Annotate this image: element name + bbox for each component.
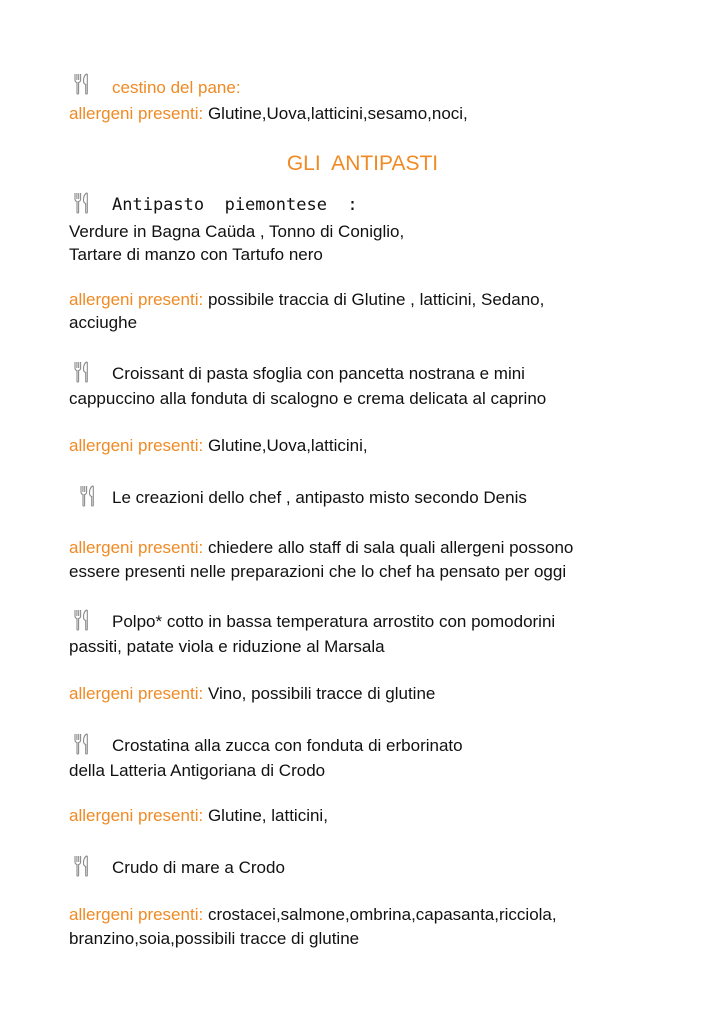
dish-allergens-line	[69, 684, 435, 704]
fork-knife-icon	[73, 73, 91, 95]
dish-allergens-line	[69, 436, 368, 456]
allergen-label: allergeni presenti:	[69, 684, 204, 703]
dish-name: Crudo di mare a Crodo	[112, 858, 285, 877]
allergen-list: Glutine,Uova,latticini,	[207, 436, 368, 455]
dish-name: Le creazioni dello chef , antipasto misto secondo Denis	[112, 488, 527, 507]
allergen-list-continued: acciughe	[69, 313, 138, 332]
dish-allergens-line	[69, 538, 573, 558]
allergen-label: allergeni presenti:	[69, 806, 204, 825]
fork-knife-icon	[73, 609, 91, 631]
dish-allergens-line	[69, 905, 557, 925]
dish-description: passiti, patate viola e riduzione al Marsala	[69, 637, 385, 656]
allergen-list: chiedere allo staff di sala quali allergeni possono	[207, 538, 574, 557]
allergen-label: allergeni presenti:	[69, 905, 204, 924]
dish-description: Tartare di manzo con Tartufo nero	[69, 245, 323, 264]
allergen-list: Vino, possibili tracce di glutine	[207, 684, 436, 703]
dish-name: Croissant di pasta sfoglia con pancetta nostrana e mini	[112, 364, 525, 383]
fork-knife-icon	[73, 192, 91, 214]
dish-description: Verdure in Bagna Caüda , Tonno di Coniglio,	[69, 222, 405, 241]
allergen-list-continued: branzino,soia,possibili tracce di glutine	[69, 929, 360, 948]
section-title: GLI ANTIPASTI	[286, 152, 439, 175]
allergen-list: Glutine,Uova,latticini,sesamo,noci,	[207, 104, 468, 123]
fork-knife-icon	[73, 361, 91, 383]
allergen-list-continued: essere presenti nelle preparazioni che lo chef ha pensato per oggi	[69, 562, 567, 581]
dish-allergens-line	[69, 806, 328, 826]
dish-name: Antipasto piemontese :	[112, 195, 358, 215]
allergen-label: allergeni presenti:	[69, 436, 204, 455]
dish-name: Polpo* cotto in bassa temperatura arrostito con pomodorini	[112, 612, 556, 631]
fork-knife-icon	[73, 733, 91, 755]
fork-knife-icon	[79, 485, 97, 507]
allergen-list: crostacei,salmone,ombrina,capasanta,ricciola,	[207, 905, 557, 924]
bread-allergens-line	[69, 104, 468, 124]
dish-name: Crostatina alla zucca con fonduta di erborinato	[112, 736, 463, 755]
bread-basket-title: cestino del pane:	[112, 78, 241, 97]
dish-description: della Latteria Antigoriana di Crodo	[69, 761, 326, 780]
allergen-label: allergeni presenti:	[69, 290, 204, 309]
allergen-label: allergeni presenti:	[69, 538, 204, 557]
fork-knife-icon	[73, 855, 91, 877]
dish-description: cappuccino alla fonduta di scalogno e crema delicata al caprino	[69, 389, 547, 408]
dish-allergens-line	[69, 290, 544, 310]
allergen-list: Glutine, latticini,	[207, 806, 328, 825]
allergen-label: allergeni presenti:	[69, 104, 204, 123]
allergen-list: possibile traccia di Glutine , latticini, Sedano,	[207, 290, 545, 309]
